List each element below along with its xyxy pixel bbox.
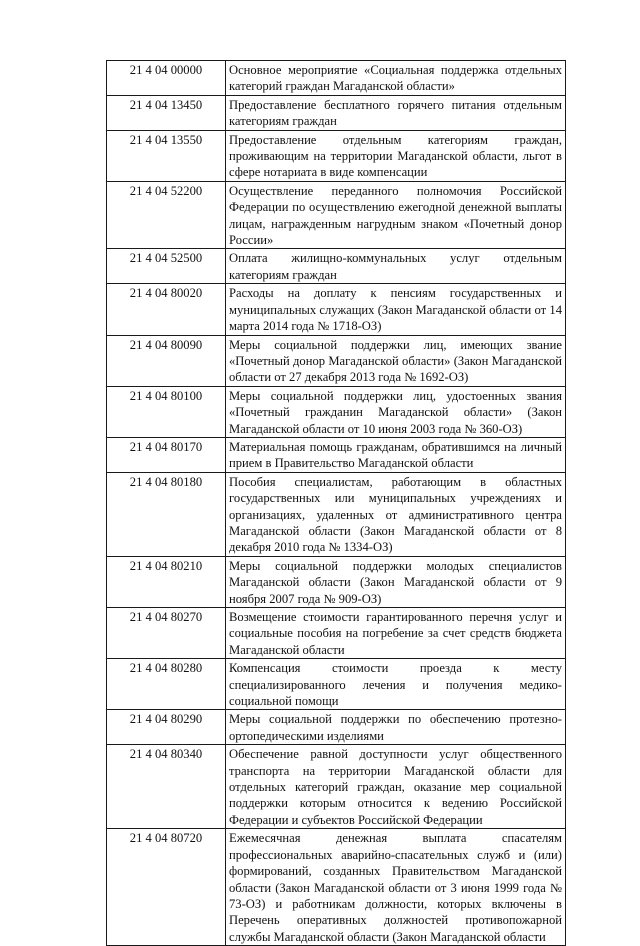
description-cell: Меры социальной поддержки лиц, удостоенных звания «Почетный гражданин Магаданской области» (Закон Магаданской области от 10 июня 2003 года № 360-ОЗ) [226,386,566,437]
code-cell: 21 4 04 80210 [107,556,226,607]
description-cell: Меры социальной поддержки лиц, имеющих звание «Почетный донор Магаданской области» (Закон Магаданской области от 27 декабря 2013 года № 1692-ОЗ) [226,335,566,386]
code-cell: 21 4 04 80170 [107,437,226,472]
table-row [107,130,566,181]
table-row [107,472,566,556]
code-cell: 21 4 04 52200 [107,181,226,249]
code-cell: 21 4 04 80270 [107,608,226,659]
code-cell: 21 4 04 13550 [107,130,226,181]
code-cell: 21 4 04 80340 [107,745,226,829]
table-row [107,829,566,946]
table-row [107,95,566,130]
description-cell: Меры социальной поддержки молодых специалистов Магаданской области (Закон Магаданской области от 9 ноября 2007 года № 909-ОЗ) [226,556,566,607]
table-row [107,710,566,745]
table-row [107,437,566,472]
description-cell: Основное мероприятие «Социальная поддержка отдельных категорий граждан Магаданской области» [226,61,566,96]
description-cell: Предоставление отдельным категориям граждан, проживающим на территории Магаданской области, льгот в сфере нотариата в виде компенсации [226,130,566,181]
code-cell: 21 4 04 80180 [107,472,226,556]
budget-codes-table [106,60,566,946]
description-cell: Расходы на доплату к пенсиям государственных и муниципальных служащих (Закон Магаданской области от 14 марта 2014 года № 1718-ОЗ) [226,284,566,335]
description-cell: Предоставление бесплатного горячего питания отдельным категориям граждан [226,95,566,130]
table-row [107,659,566,710]
code-cell: 21 4 04 80020 [107,284,226,335]
description-cell: Ежемесячная денежная выплата спасателям профессиональных аварийно-спасательных служб и (или) формирований, созданных Правительством Магаданской области (Закон Магаданской области от 3 июня 1999 года № 73-ОЗ) и работникам должности, которых включены в Перечень оперативных должностей противопожарной службы Магаданской области (Закон Магаданской области [226,829,566,946]
code-cell: 21 4 04 00000 [107,61,226,96]
code-cell: 21 4 04 80280 [107,659,226,710]
code-cell: 21 4 04 80100 [107,386,226,437]
table-row [107,284,566,335]
description-cell: Меры социальной поддержки по обеспечению протезно-ортопедическими изделиями [226,710,566,745]
table-row [107,386,566,437]
code-cell: 21 4 04 80090 [107,335,226,386]
description-cell: Компенсация стоимости проезда к месту специализированного лечения и получения медико-социальной помощи [226,659,566,710]
table-row [107,181,566,249]
description-cell: Оплата жилищно-коммунальных услуг отдельным категориям граждан [226,249,566,284]
code-cell: 21 4 04 80290 [107,710,226,745]
table-row [107,608,566,659]
table-row [107,61,566,96]
code-cell: 21 4 04 52500 [107,249,226,284]
description-cell: Осуществление переданного полномочия Российской Федерации по осуществлению ежегодной денежной выплаты лицам, награжденным нагрудным знаком «Почетный донор России» [226,181,566,249]
code-cell: 21 4 04 13450 [107,95,226,130]
description-cell: Обеспечение равной доступности услуг общественного транспорта на территории Магаданской области для отдельных категорий граждан, оказание мер социальной поддержки которым относится к ведению Российской Федерации и субъектов Российской Федерации [226,745,566,829]
table-row [107,335,566,386]
description-cell: Возмещение стоимости гарантированного перечня услуг и социальные пособия на погребение за счет средств бюджета Магаданской области [226,608,566,659]
table-row [107,556,566,607]
table-row [107,249,566,284]
table-row [107,745,566,829]
description-cell: Пособия специалистам, работающим в областных государственных или муниципальных учреждениях и организациях, удаленных от административного центра Магаданской области (Закон Магаданской области от 8 декабря 2010 года № 1334-ОЗ) [226,472,566,556]
code-cell: 21 4 04 80720 [107,829,226,946]
description-cell: Материальная помощь гражданам, обратившимся на личный прием в Правительство Магаданской области [226,437,566,472]
